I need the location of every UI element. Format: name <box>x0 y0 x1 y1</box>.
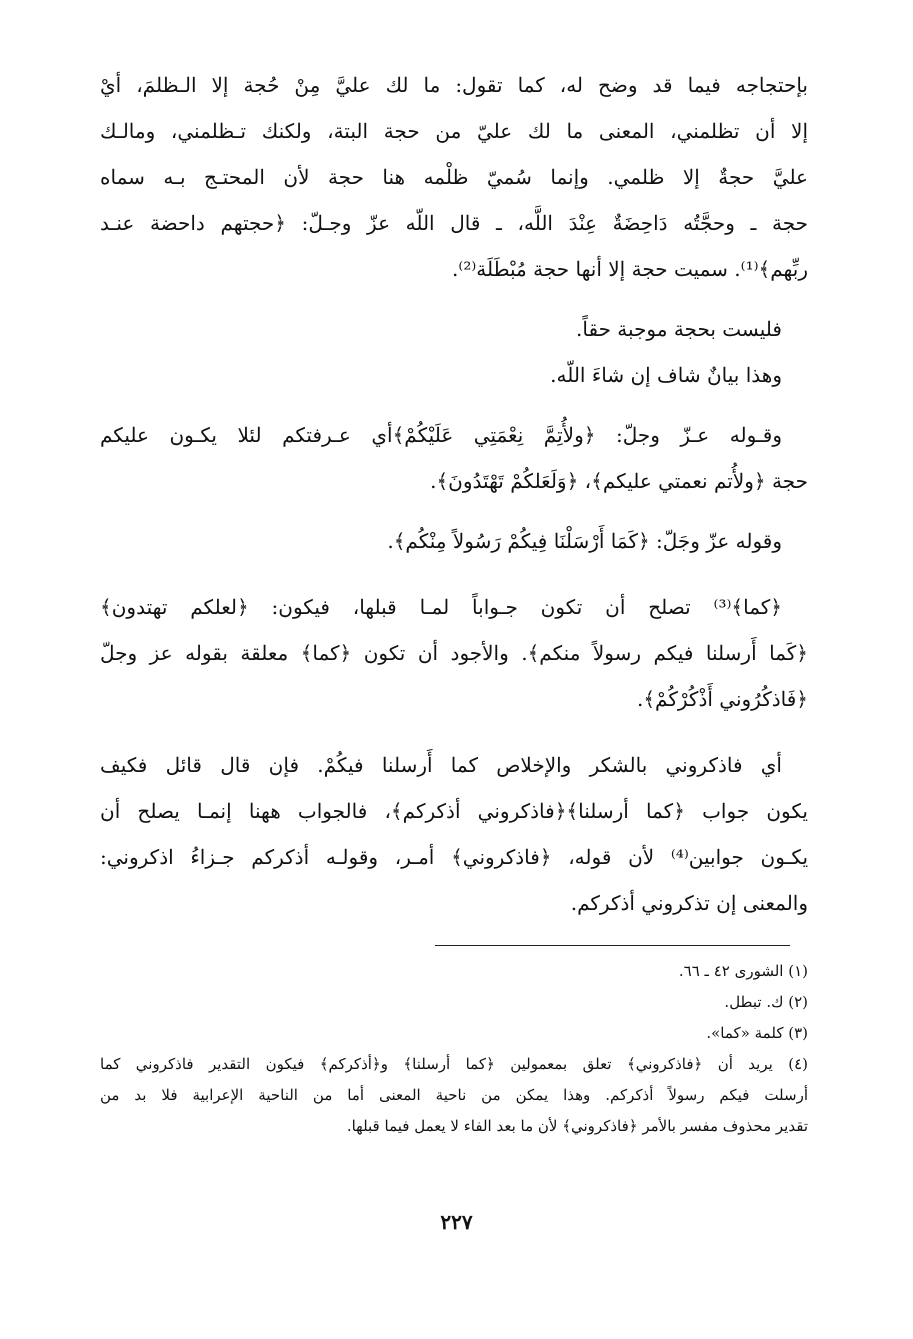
footnote-3: (٣) كلمة «كما». <box>706 1024 808 1042</box>
text-line: ﴿كما﴾⁽³⁾ تصلح أن تكون جـواباً لمـا قبلها، فيكون: ﴿لعلكم تهتدون﴾ <box>100 595 782 619</box>
footnote-2: (٢) ك. تبطل. <box>724 993 808 1011</box>
text-line: ﴿كَما أَرسلنا فيكم رسولاً منكم﴾. والأجود أن تكون ﴿كما﴾ معلقة بقوله عز وجلّ <box>100 641 808 665</box>
page-number: ٢٢٧ <box>440 1210 473 1234</box>
text-line: إلا أن تظلمني، المعنى ما لك عليّ من حجة البتة، ولكنك تـظلمني، ومالـك <box>100 119 808 143</box>
paragraph-6 <box>100 742 808 926</box>
main-text <box>100 62 808 926</box>
footnote-divider <box>435 945 790 946</box>
paragraph-5 <box>100 584 808 722</box>
paragraph-1 <box>100 62 808 292</box>
footnote-4-line-3: تقدير محذوف مفسر بالأمر ﴿فاذكروني﴾ لأن ما بعد الفاء لا يعمل فيما قبلها. <box>346 1117 808 1135</box>
text-line: يكون جواب ﴿كما أرسلنا﴾﴿فاذكروني أذكركم﴾، فالجواب ههنا إنمـا يصلح أن <box>100 799 808 823</box>
text-line: بإحتجاجه فيما قد وضح له، كما تقول: ما لك عليَّ مِنْ حُجة إلا الـظلمَ، أيْ <box>100 73 808 97</box>
text-line: يكـون جوابين⁽⁴⁾ لأن قوله، ﴿فاذكروني﴾ أمـر، وقولـه أذكركم جـزاءُ اذكروني: <box>100 845 809 869</box>
text-line: فليست بحجة موجبة حقاً. <box>576 317 782 341</box>
text-line: وقـوله عـزّ وجلّ: ﴿ولأُتِمَّ نِعْمَتِي عَلَيْكُمْ﴾أي عـرفتكم لئلا يكـون عليكم <box>100 423 782 447</box>
text-line: والمعنى إن تذكروني أذكركم. <box>570 891 808 915</box>
paragraph-4 <box>100 518 808 564</box>
text-line: وهذا بيانٌ شاف إن شاءَ اللّه. <box>550 363 782 387</box>
footnotes <box>100 956 808 1142</box>
footnote-4-line-1: (٤) يريد أن ﴿فاذكروني﴾ تعلق بمعمولين ﴿كما أرسلنا﴾ و﴿أذكركم﴾ فيكون التقدير فاذكروني كما <box>100 1055 808 1073</box>
paragraph-2 <box>100 306 808 398</box>
text-line: أي فاذكروني بالشكر والإخلاص كما أَرسلنا فيكُمْ. فإن قال قائل فكيف <box>100 753 782 777</box>
footnote-1: (١) الشورى ٤٢ ـ ٦٦. <box>678 962 808 980</box>
text-line: حجة ﴿ولأُتم نعمتي عليكم﴾، ﴿وَلَعَلكُمْ تَهْتَدُونَ﴾. <box>430 469 808 493</box>
text-line: ﴿فَاذكُرُوني أَذْكُرْكُمْ﴾. <box>636 687 808 711</box>
footnote-4-line-2: أرسلت فيكم رسولاً أذكركم. وهذا يمكن من ناحية المعنى أما من الناحية الإعرابية فلا بد من <box>100 1086 808 1104</box>
text-line: عليَّ حجةٌ إلا ظلمي. وإنما سُميّ ظلْمه هنا حجة لأن المحتـج بـه سماه <box>100 165 808 189</box>
text-line: ربِّهم﴾⁽¹⁾. سميت حجة إلا أنها حجة مُبْطَلَة⁽²⁾. <box>452 257 808 281</box>
text-line: وقوله عزّ وجَلّ: ﴿كَمَا أَرْسَلْنَا فِيكُمْ رَسُولاً مِنْكُم﴾. <box>387 529 782 553</box>
text-line: حجة ـ وحجَّتُه دَاحِضَةٌ عِنْدَ اللَّه، ـ قال اللّه عزّ وجـلّ: ﴿حجتهم داحضة عنـد <box>100 211 808 235</box>
paragraph-3 <box>100 412 808 504</box>
